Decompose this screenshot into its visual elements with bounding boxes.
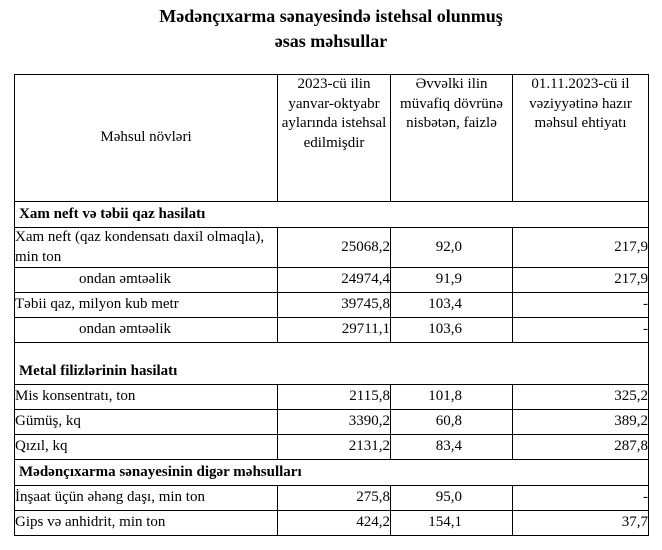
percent-value: 101,8 [391,385,513,410]
stock-value: 37,7 [513,511,649,536]
produced-value: 2131,2 [278,435,391,460]
col-header-produced: 2023-cü ilin yanvar-oktyabr aylarında istehsal edilmişdir [278,75,391,202]
product-name: Qızıl, kq [15,435,278,460]
produced-value: 275,8 [278,486,391,511]
table-row [15,385,649,410]
stock-value: 217,9 [513,228,649,268]
product-name: ondan əmtəəlik [15,318,278,343]
product-name: Təbii qaz, milyon kub metr [15,293,278,318]
table-row [15,511,649,536]
col-header-products: Məhsul növləri [15,75,278,202]
stock-value: - [513,486,649,511]
produced-value: 39745,8 [278,293,391,318]
page-title [0,4,662,54]
stock-value: 325,2 [513,385,649,410]
table-row [15,293,649,318]
table-header-row [15,75,649,202]
stock-value: 287,8 [513,435,649,460]
stock-value: 217,9 [513,268,649,293]
product-name: Gümüş, kq [15,410,278,435]
products-table [14,74,649,536]
produced-value: 24974,4 [278,268,391,293]
col-header-stock: 01.11.2023-cü il vəziyyətinə hazır məhsul ehtiyatı [513,75,649,202]
section-title: Mədənçıxarma sənayesinin digər məhsulları [15,460,649,486]
page-title-line1: Mədənçıxarma sənayesində istehsal olunmuş [159,6,503,26]
percent-value: 103,6 [391,318,513,343]
table-row [15,228,649,268]
page-title-line2: əsas məhsullar [274,31,388,51]
product-name: Xam neft (qaz kondensatı daxil olmaqla), min ton [15,228,278,268]
percent-value: 92,0 [391,228,513,268]
table-row [15,318,649,343]
percent-value: 154,1 [391,511,513,536]
section-header-row [15,343,649,385]
percent-value: 103,4 [391,293,513,318]
product-name: Gips və anhidrit, min ton [15,511,278,536]
percent-value: 91,9 [391,268,513,293]
percent-value: 83,4 [391,435,513,460]
section-header-row [15,202,649,228]
section-title: Metal filizlərinin hasilatı [15,343,649,385]
table-row [15,435,649,460]
stock-value: 389,2 [513,410,649,435]
col-header-percent: Əvvəlki ilin müvafiq dövrünə nisbətən, faizlə [391,75,513,202]
table-row [15,268,649,293]
produced-value: 3390,2 [278,410,391,435]
table-row [15,410,649,435]
stock-value: - [513,318,649,343]
produced-value: 29711,1 [278,318,391,343]
produced-value: 25068,2 [278,228,391,268]
section-header-row [15,460,649,486]
section-title: Xam neft və təbii qaz hasilatı [15,202,649,228]
percent-value: 60,8 [391,410,513,435]
table-row [15,486,649,511]
product-name: Mis konsentratı, ton [15,385,278,410]
percent-value: 95,0 [391,486,513,511]
produced-value: 2115,8 [278,385,391,410]
product-name: ondan əmtəəlik [15,268,278,293]
stock-value: - [513,293,649,318]
product-name: İnşaat üçün əhəng daşı, min ton [15,486,278,511]
produced-value: 424,2 [278,511,391,536]
